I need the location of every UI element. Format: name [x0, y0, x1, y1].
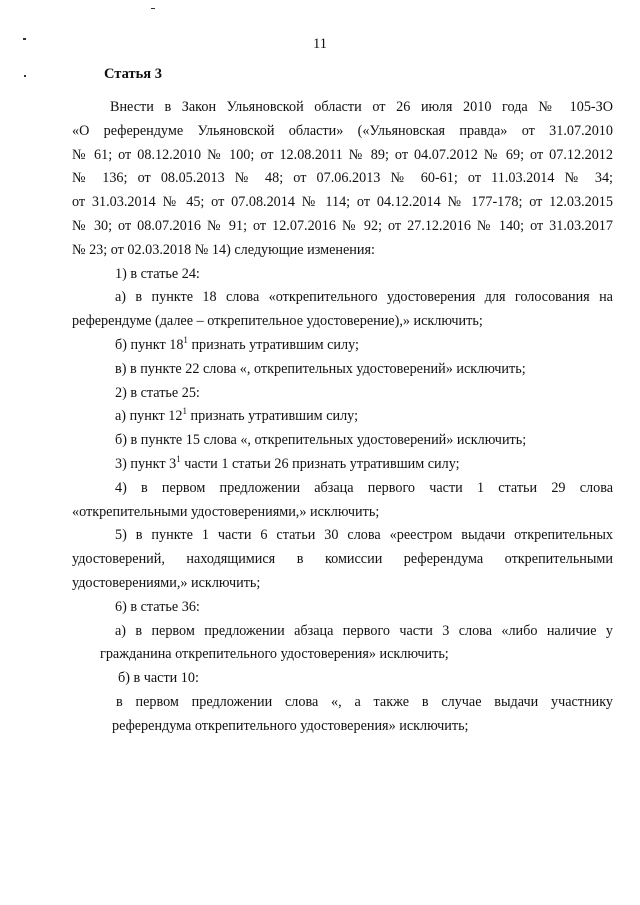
document-body [72, 86, 613, 739]
list-item: 2) в статье 25: [115, 384, 200, 401]
list-item: в) в пункте 22 слова «, открепительных удостоверений» исключить; [115, 360, 526, 377]
list-item-text: 3) пункт 3 [115, 455, 177, 472]
article-heading: Статья 3 [104, 66, 162, 82]
superscript: 1 [183, 334, 188, 345]
list-item [72, 334, 613, 358]
list-item-text: признать утратившим силу; [187, 408, 359, 425]
paragraph-line: Внести в Закон Ульяновской области от 26 июля 2010 года № 105-ЗО [110, 99, 613, 115]
list-item: удостоверений, находящимися в комиссии референдума открепительными [72, 551, 613, 568]
list-item: б) в пункте 15 слова «, открепительных удостоверений» исключить; [115, 432, 527, 449]
list-item-text: части 1 статьи 26 признать утратившим силу; [180, 455, 460, 472]
list-item: в первом предложении слова «, а также в случае выдачи участнику [116, 693, 613, 710]
list-item-text: а) пункт 12 [115, 408, 183, 425]
list-item: 5) в пункте 1 части 6 статьи 30 слова «реестром выдачи открепительных [115, 527, 613, 544]
list-item: «открепительными удостоверениями,» исключить; [72, 503, 380, 520]
paragraph-line: № 61; от 08.12.2010 № 100; от 12.08.2011 № 89; от 04.07.2012 № 69; от 07.12.2012 [72, 146, 613, 163]
paragraph-line: № 23; от 02.03.2018 № 14) следующие изменения: [72, 241, 375, 258]
list-item [72, 453, 613, 477]
list-item: референдума открепительного удостоверения» исключить; [112, 717, 469, 734]
paragraph-line: от 31.03.2014 № 45; от 07.08.2014 № 114; от 04.12.2014 № 177-178; от 12.03.2015 [72, 194, 613, 211]
list-item-text: признать утратившим силу; [187, 336, 359, 353]
list-item: удостоверениями,» исключить; [72, 574, 261, 591]
list-item: б) в части 10: [118, 670, 199, 687]
list-item: а) в пункте 18 слова «открепительного удостоверения для голосования на [115, 289, 613, 306]
paragraph-line: № 136; от 08.05.2013 № 48; от 07.06.2013 № 60-61; от 11.03.2014 № 34; [72, 170, 613, 187]
superscript: 1 [176, 453, 181, 464]
list-item: 6) в статье 36: [115, 598, 200, 615]
paragraph-line: № 30; от 08.07.2016 № 91; от 12.07.2016 № 92; от 27.12.2016 № 140; от 31.03.2017 [72, 217, 613, 234]
superscript: 1 [182, 406, 187, 417]
list-item: референдуме (далее – открепительное удостоверение),» исключить; [72, 313, 483, 330]
page-number: 11 [313, 36, 327, 52]
paragraph-line: «О референдуме Ульяновской области» («Ульяновская правда» от 31.07.2010 [72, 122, 613, 139]
list-item: 4) в первом предложении абзаца первого части 1 статьи 29 слова [115, 479, 613, 496]
scan-mark [151, 8, 155, 9]
scan-mark [24, 75, 26, 77]
list-item: а) в первом предложении абзаца первого части 3 слова «либо наличие у [115, 622, 613, 639]
list-item-text: б) пункт 18 [115, 336, 184, 353]
list-item: гражданина открепительного удостоверения» исключить; [100, 646, 449, 663]
list-item: 1) в статье 24: [115, 265, 200, 282]
list-item [72, 405, 613, 429]
